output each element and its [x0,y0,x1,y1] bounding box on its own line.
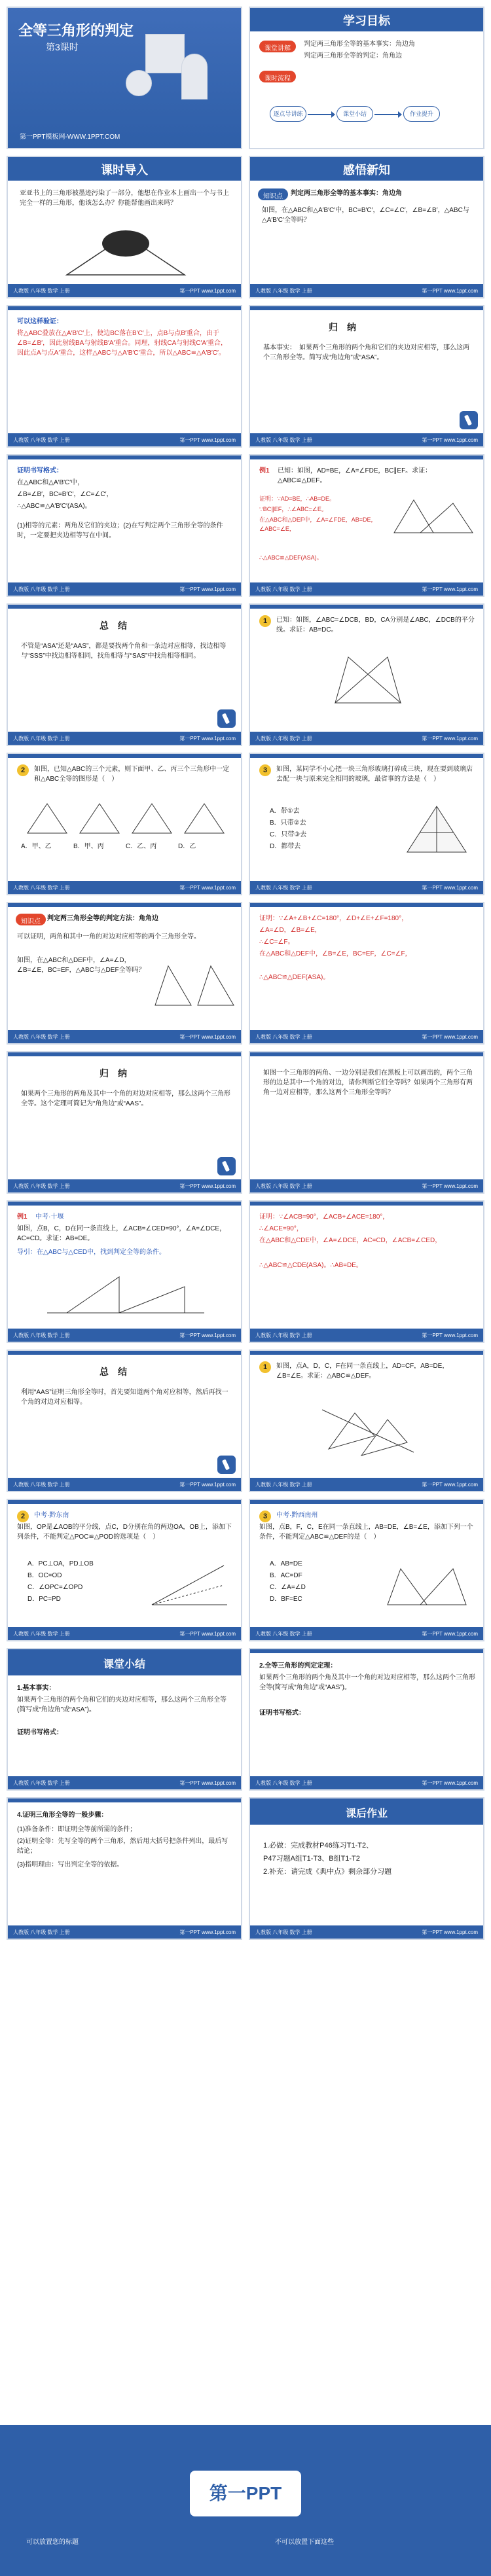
proof3-line-3: ∴∠C=∠F。 [259,939,295,946]
tag-flow: 课时流程 [259,71,296,82]
example1-proof-2: ∵BC∥EF，∴∠ABC=∠E。 [259,506,327,512]
practice3-option-d: D．都带去 [270,843,301,850]
brand-logo: 第一PPT [190,2471,301,2516]
intro-header: 课时导入 [101,164,148,177]
proof3-slide [249,902,484,1045]
sum3-text: 如果两个三角形的两角及其中一个角的对边对应相等，那么这两个三角形全等。这个定理可简记为“角角边”或“AAS”。 [21,1090,230,1107]
pencil-icon [217,1456,236,1474]
footer: 人教版 八年级 数学 上册 第一PPT www.1ppt.com [250,881,483,894]
explore-slide [249,156,484,298]
goal-1: 判定两三角形全等的基本事实：角边角 [304,41,415,48]
question-number: 1 [259,1361,271,1373]
knowledge2-figure [152,953,237,1012]
intro-question: 亚亚书上的三角形被墨迹污染了一部分，他想在作业本上画出一个与书上完全一样的三角形，他该怎么办？你能帮他画出来吗？ [20,190,229,207]
site-label: 第一PPT模板网-WWW.1PPT.COM [20,134,120,141]
footer: 人教版 八年级 数学 上册 第一PPT www.1ppt.com [250,284,483,297]
goals-slide [249,7,484,149]
pencil-icon [217,1157,236,1175]
practice5-source: 中考·黔东南 [34,1512,69,1519]
example1-proof-3: 在△ABC和△DEF中，∠A=∠FDE，AB=DE，∠ABC=∠E， [259,516,377,532]
summary-format-2: 证明书写格式： [259,1709,305,1717]
footer: 人教版 八年级 数学 上册 第一PPT www.1ppt.com [8,1776,241,1789]
example2-source: 中考·十堰 [35,1213,64,1221]
knowledge2-text: 可以证明，两角和其中一角的对边对应相等的两个三角形全等。 [17,933,200,940]
example1-proof-1: 证明：∵AD=BE，∴AB=DE。 [259,495,335,502]
practice2-option-d: D．乙 [178,843,196,850]
knowledge2-question: 如图，在△ABC和△DEF中，∠A=∠D，∠B=∠E，BC=EF，△ABC与△DEF全等吗？ [17,957,145,974]
footer: 人教版 八年级 数学 上册 第一PPT www.1ppt.com [250,1627,483,1640]
practice1-text: 已知：如图，∠ABC=∠DCB，BD，CA分别是∠ABC，∠DCB的平分线。求证：AB=DC。 [276,617,475,634]
proof2-note: (1)相等的元素：两角及它们的夹边；(2)在写判定两个三角形全等的条件时，一定要把夹边相等写在中间。 [17,522,223,539]
proof2-slide [7,454,242,597]
footer: 人教版 八年级 数学 上册 第一PPT www.1ppt.com [250,1925,483,1939]
homework-line-2: P47习题A组T1-T3、B组T1-T2 [263,1855,360,1863]
pencil-icon [460,411,478,429]
cylinder-shape [181,54,208,99]
footer: 人教版 八年级 数学 上册 第一PPT www.1ppt.com [250,1179,483,1192]
practice6-option-a: A．AB=DE [270,1560,302,1567]
knowledge-tag: 知识点 [258,188,288,200]
flow-step-3: 作业提升 [403,106,440,122]
footer: 人教版 八年级 数学 上册 第一PPT www.1ppt.com [8,732,241,745]
practice5-option-c: C．∠OPC=∠OPD [27,1584,83,1591]
practice2-figure [21,797,230,836]
knowledge-tag: 知识点 [16,914,46,925]
proof3-line-4: 在△ABC和△DEF中，∠B=∠E，BC=EF，∠C=∠F， [259,950,412,957]
practice5-text: 如图，OP是∠AOB的平分线，点C，D分别在角的两边OA，OB上，添加下列条件，不能判定△POC≌△POD的选项是（ ） [17,1524,232,1541]
sum4-text: 利用“AAS”证明三角形全等时，首先要知道两个角对应相等，然后再找一个角的对边对应相等。 [21,1389,228,1406]
proof4-line-2: ∴∠ACE=90°， [259,1225,303,1232]
sum4-slide [7,1350,242,1492]
proof1-slide [7,305,242,448]
proof2-title: 证明书写格式： [17,467,63,474]
question-number: 2 [17,764,29,776]
example2-slide [7,1200,242,1343]
homework-header: 课后作业 [345,1808,388,1819]
sum1-title: 归 纳 [329,322,356,332]
sum2-title: 总 结 [100,620,127,631]
summary-header: 课堂小结 [103,1659,145,1670]
practice2-option-a: A．甲、乙 [21,843,52,850]
example2-label: 例1 [17,1213,27,1221]
summary-slide-1 [7,1648,242,1791]
example2-figure [41,1267,211,1319]
proof2-line-3: ∴△ABC≌△A′B′C′(ASA)。 [17,503,92,510]
footer: 人教版 八年级 数学 上册 第一PPT www.1ppt.com [250,1478,483,1491]
proof2-line-2: ∠B=∠B′，BC=B′C′，∠C=∠C′， [17,491,113,498]
proof4-line-3: 在△ABC和△CDE中，∠A=∠DCE，AC=CD，∠ACB=∠CED， [259,1237,442,1244]
practice2-option-c: C．乙、丙 [126,843,157,850]
proof3-line-1: 证明：∵∠A+∠B+∠C=180°，∠D+∠E+∠F=180°， [259,915,409,922]
practice6-text: 如图，点B，F，C，E在同一条直线上，AB=DE，∠B=∠E，添加下列一个条件，不能判定△ABC≌△DEF的是（ ） [259,1524,473,1541]
brand-caption-right: 不可以放置下面这些 [275,2539,334,2546]
footer: 人教版 八年级 数学 上册 第一PPT www.1ppt.com [8,1478,241,1491]
summary-format: 证明书写格式： [17,1729,63,1736]
footer: 人教版 八年级 数学 上册 第一PPT www.1ppt.com [250,732,483,745]
practice1-figure [329,651,407,709]
explore-text: 如图，在△ABC和△A′B′C′中，BC=B′C′，∠C=∠C′，∠B=∠B′，△ABC与△A′B′C′全等吗？ [262,207,469,224]
practice6-option-d: D．BF=EC [270,1596,302,1603]
practice5-option-d: D．PC=PD [27,1596,61,1603]
practice2-text: 如图，已知△ABC的三个元素，则下面甲、乙、丙三个三角形中一定和△ABC全等的图形是（ ） [34,766,230,783]
practice1-slide [249,603,484,746]
footer: 人教版 八年级 数学 上册 第一PPT www.1ppt.com [250,433,483,446]
footer: 人教版 八年级 数学 上册 第一PPT www.1ppt.com [250,1030,483,1043]
practice3-option-a: A．带①去 [270,808,300,815]
practice2-option-b: B．甲、丙 [73,843,104,850]
sum4-title: 总 结 [100,1367,127,1377]
summary-p1: 如果两个三角形的两个角和它们的夹边对应相等，那么这两个三角形全等(简写成“角边角”或“ASA”)。 [17,1696,227,1713]
intro-slide [7,156,242,298]
brand-caption-left: 可以放置您的标题 [26,2539,79,2546]
flow-step-1: 逐点导讲练 [270,106,306,122]
example2-text: 如图，点B，C，D在同一条直线上，∠ACB=∠CED=90°，∠A=∠DCE，AC=CD。求证：AB=DE。 [17,1225,227,1242]
proof2-line-1: 在△ABC和△A′B′C′中， [17,479,84,486]
hero-slide [7,7,242,149]
extra-line-3: (3)指明理由：写出判定全等的依据。 [17,1861,124,1869]
extra-slide [7,1797,242,1940]
flow-arrow-2 [374,114,401,115]
proof4-line-1: 证明：∵∠ACB=90°，∠ACB+∠ACE=180°， [259,1213,390,1221]
footer: 人教版 八年级 数学 上册 第一PPT www.1ppt.com [8,881,241,894]
practice3-slide [249,753,484,895]
page-title: 全等三角形的判定 [18,22,134,39]
extra-line-1: (1)准备条件：即证明全等前所需的条件； [17,1826,137,1833]
example1-figure [388,493,479,539]
think-slide [249,1051,484,1194]
sphere-shape [126,70,152,96]
sum1-text: 基本事实： 如果两个三角形的两个角和它们的夹边对应相等，那么这两个三角形全等。简写成“角边角”或“ASA”。 [263,344,469,361]
practice6-figure [381,1559,473,1611]
proof3-line-5: ∴△ABC≌△DEF(ASA)。 [259,974,330,981]
practice5-option-a: A．PC⊥OA，PD⊥OB [27,1560,94,1567]
knowledge2-title: 判定两三角形全等的判定方法：角角边 [47,915,158,922]
think-text: 如图一个三角形的两角、一边分别是我们在黑板上可以画出的，两个三角形的边是其中一个角的对边，请你判断它们全等吗？如果两个三角形有两角一边对应相等，那么这两个三角形全等吗？ [263,1069,473,1096]
brand-footer [0,2425,491,2576]
example1-text: 已知：如图，AD=BE，∠A=∠FDE，BC∥EF。求证：△ABC≌△DEF。 [278,467,432,484]
practice6-option-c: C．∠A=∠D [270,1584,306,1591]
practice6-slide [249,1499,484,1641]
footer: 人教版 八年级 数学 上册 第一PPT www.1ppt.com [8,1329,241,1342]
extra-title: 4.证明三角形全等的一般步骤： [17,1812,108,1819]
question-number: 3 [259,764,271,776]
sum3-slide [7,1051,242,1194]
proof4-line-4: ∴△ABC≌△CDE(ASA)。∴AB=DE。 [259,1262,363,1269]
goal-2: 判定两三角形全等的判定：角角边 [304,52,402,60]
summary-p2-title: 2.全等三角形的判定定理： [259,1662,337,1670]
footer: 人教版 八年级 数学 上册 第一PPT www.1ppt.com [250,1329,483,1342]
sum3-title: 归 纳 [100,1068,127,1079]
footer: 人教版 八年级 数学 上册 第一PPT www.1ppt.com [8,1030,241,1043]
homework-line-1: 1.必做：完成教材P46练习T1-T2、 [263,1842,374,1850]
sum2-text: 不管是“ASA”还是“AAS”，都是要找两个角和一条边对应相等，找边相等与“SSS”中找边相等相同，找角相等与“SAS”中找角相等相同。 [21,643,227,660]
pencil-icon [217,709,236,728]
sum1-slide [249,305,484,448]
question-number: 2 [17,1511,29,1522]
tag-lecture: 课堂讲解 [259,41,296,52]
practice3-option-c: C．只带③去 [270,831,307,838]
footer: 人教版 八年级 数学 上册 第一PPT www.1ppt.com [8,433,241,446]
practice6-source: 中考·黔西南州 [276,1512,318,1519]
footer: 人教版 八年级 数学 上册 第一PPT www.1ppt.com [8,1627,241,1640]
example1-slide [249,454,484,597]
homework-line-3: 2.补充：请完成《典中点》剩余部分习题 [263,1868,392,1876]
footer: 人教版 八年级 数学 上册 第一PPT www.1ppt.com [8,1925,241,1939]
summary-p2: 如果两个三角形的两个角及其中一个角的对边对应相等，那么这两个三角形全等(简写成“角角边”或“AAS”)。 [259,1674,475,1691]
summary-p1-title: 1.基本事实： [17,1685,56,1692]
explore-header: 感悟新知 [343,164,390,177]
glass-figure [401,800,473,859]
goals-header: 学习目标 [343,14,390,27]
footer: 人教版 八年级 数学 上册 第一PPT www.1ppt.com [8,582,241,596]
practice2-slide [7,753,242,895]
question-number: 3 [259,1511,271,1522]
footer: 人教版 八年级 数学 上册 第一PPT www.1ppt.com [250,1776,483,1789]
practice6-option-b: B．AC=DF [270,1572,302,1579]
proof1-text: 将△ABC叠放在△A′B′C′上，使边BC落在B′C′上，点B与点B′重合，由于∠B=∠B′，因此射线BA与射线B′A′重合。同理，射线CA与射线C′A′重合，因此点A与点A′重合，这样△ABC与△A′B′C′重合，所以△ABC≌△A′B′C′。 [17,330,227,357]
footer: 人教版 八年级 数学 上册 第一PPT www.1ppt.com [250,582,483,596]
flow-arrow-1 [308,114,334,115]
knowledge2-slide [7,902,242,1045]
example2-guide: 导引：在△ABC与△CED中，找到判定全等的条件。 [17,1249,166,1256]
question-number: 1 [259,615,271,627]
extra-line-2: (2)证明全等：先写全等的两个三角形，然后用大括号把条件列出，最后写结论； [17,1838,228,1855]
sum2-slide [7,603,242,746]
cube-shape [145,34,185,73]
practice4-text: 如图，点A，D，C，F在同一条直线上，AD=CF，AB=DE，∠B=∠E。求证：△ABC≌△DEF。 [276,1363,449,1380]
flow-step-2: 课堂小结 [336,106,373,122]
lesson-subtitle: 第3课时 [46,42,79,52]
practice5-option-b: B．OC=OD [27,1572,62,1579]
example1-proof-4: ∴△ABC≌△DEF(ASA)。 [259,554,323,561]
practice3-text: 如图，某同学不小心把一块三角形玻璃打碎成三块，现在要到玻璃店去配一块与原来完全相同的玻璃，最省事的方法是（ ） [276,766,473,783]
homework-slide [249,1797,484,1940]
knowledge-title: 判定两三角形全等的基本事实：角边角 [291,190,402,197]
practice4-slide [249,1350,484,1492]
inkblot-triangle-figure [60,229,191,281]
practice4-figure [316,1397,420,1462]
summary-slide-2 [249,1648,484,1791]
example1-label: 例1 [259,467,270,474]
footer: 人教版 八年级 数学 上册 第一PPT www.1ppt.com [8,284,241,297]
proof3-line-2: ∠A=∠D，∠B=∠E， [259,927,321,934]
practice3-option-b: B．只带②去 [270,819,306,827]
proof4-slide [249,1200,484,1343]
practice5-slide [7,1499,242,1641]
proof1-label: 可以这样验证： [17,318,63,325]
angle-bisector-figure [145,1559,230,1611]
footer: 人教版 八年级 数学 上册 第一PPT www.1ppt.com [8,1179,241,1192]
